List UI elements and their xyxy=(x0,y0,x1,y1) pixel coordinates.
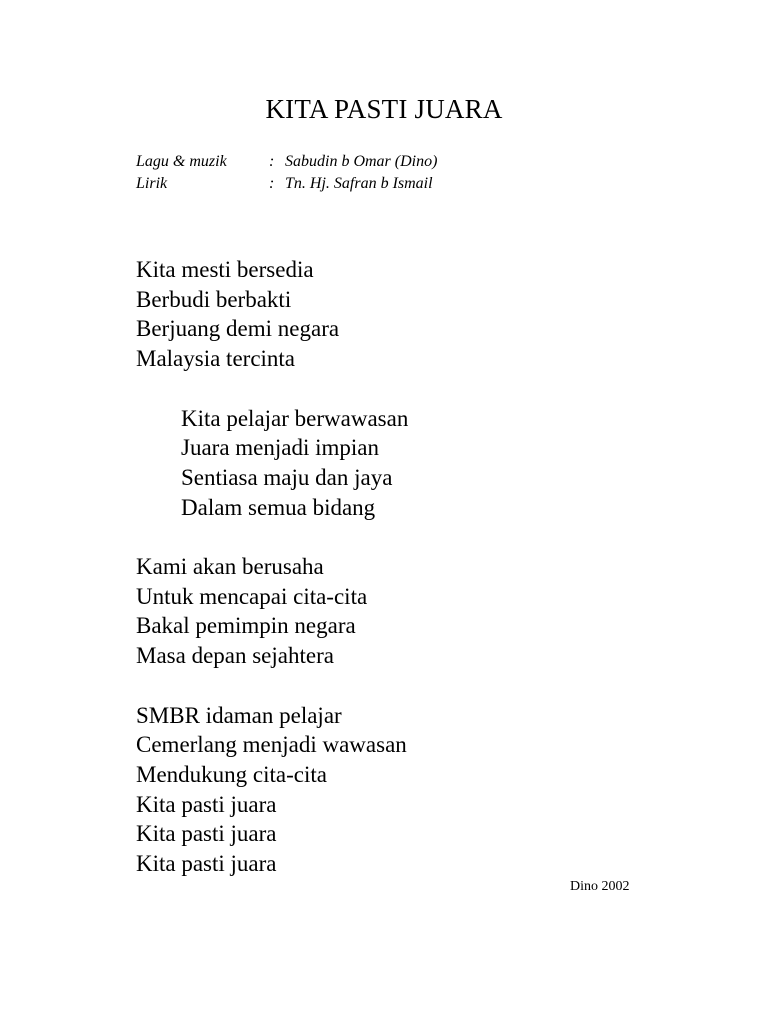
lyric-line: Bakal pemimpin negara xyxy=(136,613,356,639)
credit-value: Tn. Hj. Safran b Ismail xyxy=(285,175,433,192)
lyric-line: Kita pasti juara xyxy=(136,851,277,877)
lyrics-body xyxy=(136,255,408,879)
lyric-line: Untuk mencapai cita-cita xyxy=(136,583,368,609)
credit-label: Lirik xyxy=(136,175,168,192)
lyric-line: Dalam semua bidang xyxy=(181,494,376,520)
lyric-line: Kami akan berusaha xyxy=(136,554,324,579)
credit-separator: : xyxy=(269,175,275,192)
stanza-1 xyxy=(136,255,408,374)
lyric-line: Mendukung cita-cita xyxy=(136,761,327,787)
lyric-line: Masa depan sejahtera xyxy=(136,643,334,669)
credit-row-lyrics xyxy=(136,173,437,195)
stanza-4 xyxy=(136,701,408,879)
song-title: KITA PASTI JUARA xyxy=(265,94,503,124)
credit-row-music xyxy=(136,151,437,173)
lyric-line: SMBR idaman pelajar xyxy=(136,702,342,728)
lyric-line: Juara menjadi impian xyxy=(181,435,379,461)
credits-block xyxy=(136,151,437,195)
lyric-line: Kita pasti juara xyxy=(136,821,277,847)
lyric-line: Berbudi berbakti xyxy=(136,286,292,312)
lyric-line: Malaysia tercinta xyxy=(136,346,296,372)
lyric-line: Berjuang demi negara xyxy=(136,316,340,342)
lyric-line: Cemerlang menjadi wawasan xyxy=(136,732,407,758)
lyric-line: Kita pelajar berwawasan xyxy=(181,405,409,431)
stanza-3 xyxy=(136,552,408,671)
lyric-line: Kita pasti juara xyxy=(136,791,277,817)
credit-separator: : xyxy=(269,153,275,170)
credit-value: Sabudin b Omar (Dino) xyxy=(285,153,438,170)
lyric-line: Kita mesti bersedia xyxy=(136,257,314,282)
signature: Dino 2002 xyxy=(570,879,630,894)
credit-label: Lagu & muzik xyxy=(136,153,227,170)
lyric-line: Sentiasa maju dan jaya xyxy=(181,464,393,490)
stanza-2 xyxy=(136,404,408,523)
